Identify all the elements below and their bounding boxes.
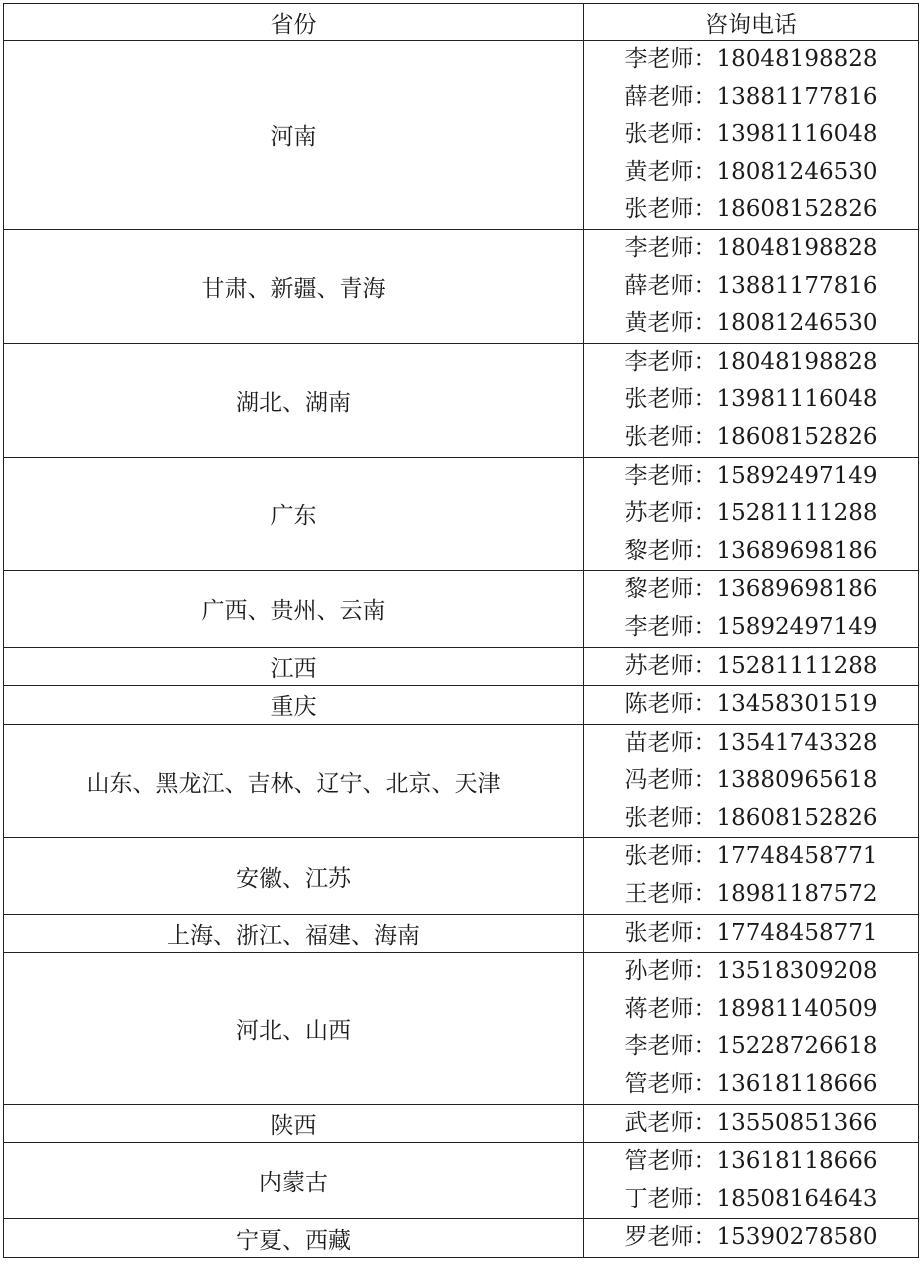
contact-entry: 苏老师：15281111288 [624, 652, 878, 679]
province-cell: 甘肃、新疆、青海 [4, 229, 584, 343]
phone-cell [584, 571, 919, 647]
table-row [4, 229, 919, 343]
phone-cell [584, 914, 919, 953]
header-row [4, 4, 919, 41]
contact-entry: 张老师：17748458771 [624, 919, 878, 946]
table-row [4, 1104, 919, 1143]
province-cell: 江西 [4, 647, 584, 686]
province-cell: 安徽、江苏 [4, 838, 584, 914]
contact-entry: 蒋老师：18981140509 [624, 995, 878, 1022]
contact-entry: 李老师：15892497149 [624, 613, 878, 640]
table-row [4, 686, 919, 725]
table-row [4, 914, 919, 953]
contact-entry: 张老师：13981116048 [624, 386, 878, 413]
province-cell: 广西、贵州、云南 [4, 571, 584, 647]
phone-cell [584, 1143, 919, 1219]
contact-entry: 黎老师：13689698186 [624, 537, 878, 564]
province-cell: 重庆 [4, 686, 584, 725]
contact-entry: 苏老师：15281111288 [624, 500, 878, 527]
contact-entry: 张老师：18608152826 [624, 804, 878, 831]
province-cell: 河南 [4, 41, 584, 230]
contact-entry: 丁老师：18508164643 [624, 1185, 878, 1212]
province-cell: 内蒙古 [4, 1143, 584, 1219]
contact-entry: 黎老师：13689698186 [624, 576, 878, 603]
phone-cell [584, 724, 919, 838]
contact-entry: 李老师：18048198828 [624, 348, 878, 375]
table-row [4, 647, 919, 686]
header-province: 省份 [4, 4, 584, 41]
phone-cell [584, 1104, 919, 1143]
contact-entry: 李老师：15892497149 [624, 462, 878, 489]
table-row [4, 1219, 919, 1258]
phone-cell [584, 229, 919, 343]
contact-entry: 王老师：18981187572 [624, 881, 878, 908]
table-row [4, 41, 919, 230]
contact-entry: 苗老师：13541743328 [624, 729, 878, 756]
contact-entry: 薛老师：13881177816 [624, 272, 878, 299]
contact-entry: 黄老师：18081246530 [624, 310, 878, 337]
province-cell: 陕西 [4, 1104, 584, 1143]
contact-entry: 罗老师：15390278580 [624, 1224, 878, 1251]
contact-entry: 薛老师：13881177816 [624, 83, 878, 110]
contact-entry: 孙老师：13518309208 [624, 958, 878, 985]
phone-cell [584, 686, 919, 725]
contact-entry: 管老师：13618118666 [624, 1148, 878, 1175]
table-body [4, 41, 919, 1258]
contact-entry: 冯老师：13880965618 [624, 767, 878, 794]
province-cell: 宁夏、西藏 [4, 1219, 584, 1258]
contact-entry: 黄老师：18081246530 [624, 158, 878, 185]
province-cell: 山东、黑龙江、吉林、辽宁、北京、天津 [4, 724, 584, 838]
phone-cell [584, 838, 919, 914]
province-cell: 广东 [4, 457, 584, 571]
contact-entry: 李老师：15228726618 [624, 1033, 878, 1060]
phone-cell [584, 953, 919, 1104]
contact-entry: 张老师：18608152826 [624, 423, 878, 450]
contact-entry: 李老师：18048198828 [624, 46, 878, 72]
province-cell: 河北、山西 [4, 953, 584, 1104]
contact-entry: 张老师：18608152826 [624, 196, 878, 223]
contact-entry: 李老师：18048198828 [624, 234, 878, 261]
table-row [4, 457, 919, 571]
table-row [4, 953, 919, 1104]
phone-cell [584, 1219, 919, 1258]
table-row [4, 571, 919, 647]
contact-entry: 陈老师：13458301519 [624, 691, 878, 718]
phone-cell [584, 647, 919, 686]
phone-cell [584, 457, 919, 571]
phone-cell [584, 41, 919, 230]
contact-entry: 管老师：13618118666 [624, 1071, 878, 1098]
table-row [4, 343, 919, 457]
phone-cell [584, 343, 919, 457]
table-row [4, 838, 919, 914]
contact-entry: 张老师：17748458771 [624, 843, 878, 870]
province-cell: 湖北、湖南 [4, 343, 584, 457]
header-phone: 咨询电话 [584, 4, 919, 41]
province-cell: 上海、浙江、福建、海南 [4, 914, 584, 953]
contact-table [3, 3, 919, 1258]
table-row [4, 1143, 919, 1219]
contact-entry: 武老师：13550851366 [624, 1109, 878, 1136]
contact-entry: 张老师：13981116048 [624, 121, 878, 148]
table-row [4, 724, 919, 838]
